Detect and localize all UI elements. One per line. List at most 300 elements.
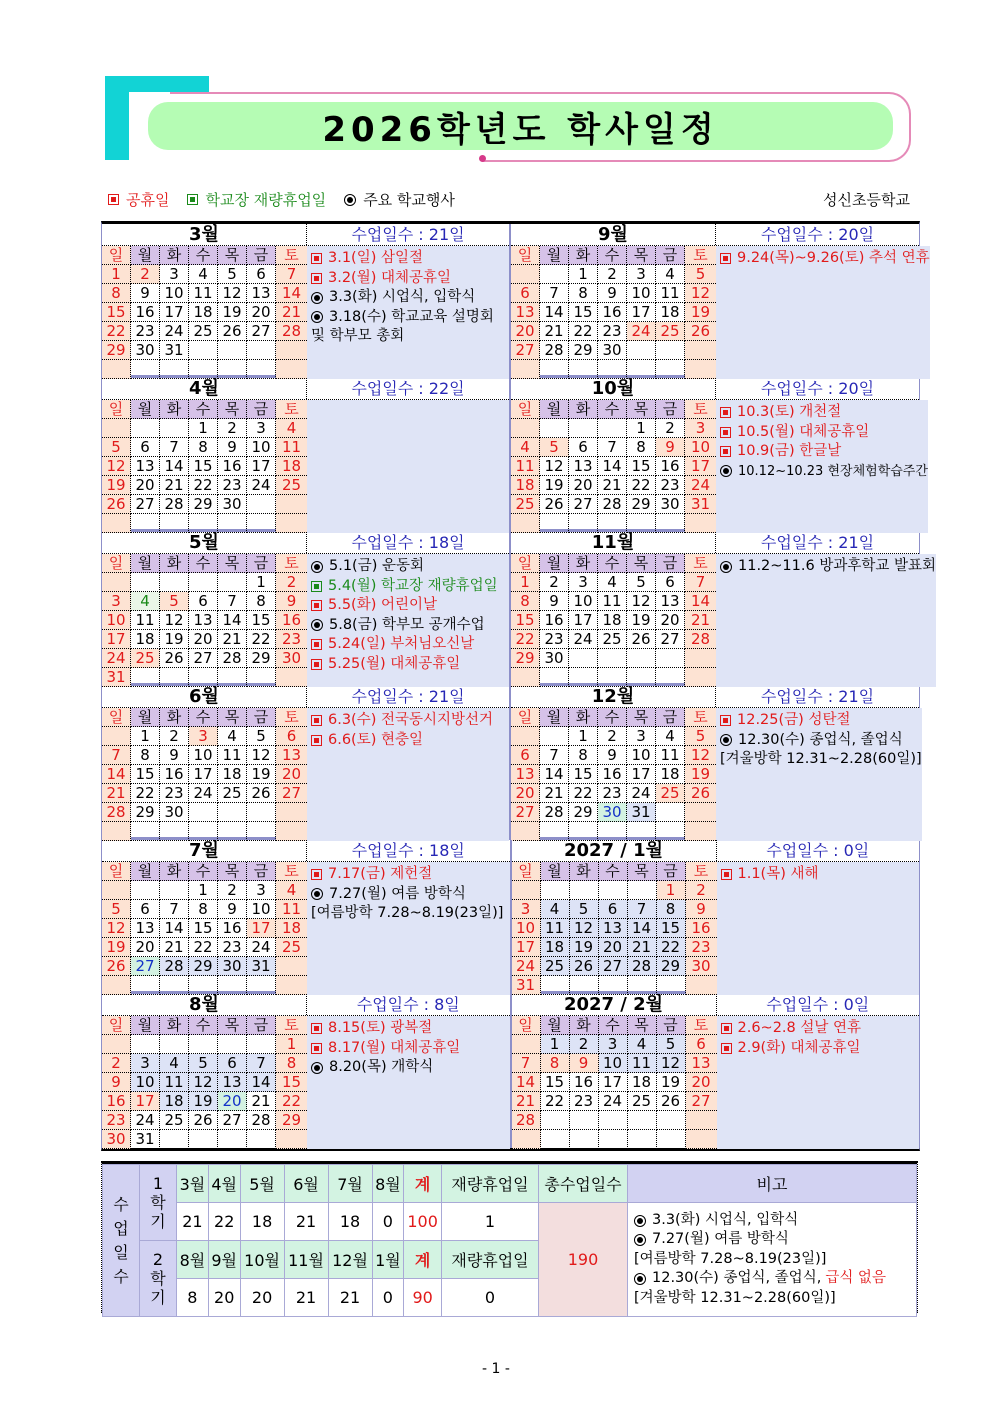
day-cell (218, 822, 247, 841)
day-cell (657, 976, 686, 995)
day-cell (511, 822, 540, 841)
month-block (510, 840, 920, 994)
legend-discretionary: 학교장 재량휴업일 (187, 189, 326, 210)
weekday-header: 목 (627, 400, 656, 419)
day-cell: 21 (160, 476, 189, 495)
event-item: 7.17(금) 제헌절 (311, 865, 510, 885)
day-cell: 29 (276, 1111, 307, 1130)
month-value: 21 (177, 1203, 209, 1241)
day-cell: 30 (686, 957, 717, 976)
day-cell: 3 (512, 900, 541, 919)
day-cell (189, 573, 218, 592)
day-cell: 25 (656, 784, 685, 803)
day-cell (570, 1130, 599, 1149)
day-cell (131, 360, 160, 379)
day-cell: 25 (131, 649, 160, 668)
day-cell: 10 (247, 438, 276, 457)
month-row (102, 224, 930, 378)
month-title: 3월 (102, 224, 307, 245)
red-square-icon (311, 600, 322, 611)
day-cell: 14 (512, 1073, 541, 1092)
day-cell (102, 419, 131, 438)
school-name: 성신초등학교 (823, 191, 910, 209)
day-cell: 31 (160, 341, 189, 360)
day-cell: 8 (541, 1054, 570, 1073)
day-cell: 17 (247, 457, 276, 476)
day-cell: 28 (685, 630, 716, 649)
day-cell (686, 1130, 717, 1149)
event-item: 12.30(수) 종업식, 졸업식 (720, 731, 922, 751)
day-cell: 8 (189, 438, 218, 457)
month-events (307, 400, 509, 533)
school-days-count: 수업일수 : 21일 (760, 533, 875, 552)
weekday-header: 금 (247, 400, 276, 419)
day-cell: 19 (657, 1073, 686, 1092)
red-square-icon (720, 407, 731, 418)
month-calendar (511, 708, 716, 841)
day-cell: 14 (218, 611, 247, 630)
day-cell: 12 (218, 284, 247, 303)
month-value: 21 (328, 1279, 372, 1317)
day-cell: 30 (656, 495, 685, 514)
weekday-header: 화 (160, 400, 189, 419)
day-cell: 8 (276, 1054, 307, 1073)
day-cell: 11 (541, 919, 570, 938)
red-square-icon (721, 1043, 732, 1054)
weekday-header: 토 (276, 400, 307, 419)
month-header: 11월 (284, 1241, 328, 1279)
green-square-icon (187, 194, 198, 205)
day-cell (512, 1035, 541, 1054)
day-cell: 26 (540, 495, 569, 514)
day-cell: 18 (656, 765, 685, 784)
month-block (509, 532, 936, 683)
day-cell: 5 (685, 265, 716, 284)
day-cell: 15 (102, 303, 131, 322)
day-cell: 18 (598, 611, 627, 630)
day-cell (160, 419, 189, 438)
day-cell (160, 1130, 189, 1149)
day-cell: 23 (160, 784, 189, 803)
day-cell (686, 976, 717, 995)
day-cell: 27 (276, 784, 307, 803)
weekday-header: 화 (569, 708, 598, 727)
day-cell: 16 (598, 765, 627, 784)
day-cell (247, 495, 276, 514)
day-cell: 27 (131, 495, 160, 514)
day-cell: 19 (570, 938, 599, 957)
day-cell: 23 (570, 1092, 599, 1111)
day-cell (160, 1035, 189, 1054)
day-cell: 13 (131, 457, 160, 476)
weekday-header: 화 (160, 708, 189, 727)
day-cell: 8 (569, 746, 598, 765)
red-square-icon (311, 715, 322, 726)
day-cell (247, 803, 276, 822)
weekday-header: 수 (598, 554, 627, 573)
day-cell: 23 (686, 938, 717, 957)
day-cell (189, 668, 218, 687)
day-cell: 24 (131, 1111, 160, 1130)
day-cell: 29 (569, 803, 598, 822)
weekday-header: 월 (131, 862, 160, 881)
day-cell: 20 (218, 1092, 247, 1111)
day-cell: 4 (511, 438, 540, 457)
day-cell: 23 (598, 784, 627, 803)
day-cell: 23 (102, 1111, 131, 1130)
day-cell: 7 (160, 438, 189, 457)
day-cell: 12 (540, 457, 569, 476)
day-cell: 16 (218, 457, 247, 476)
day-cell: 11 (276, 900, 307, 919)
day-cell: 2 (540, 573, 569, 592)
day-cell: 20 (569, 476, 598, 495)
bullet-icon (634, 1215, 646, 1227)
day-cell: 18 (276, 457, 307, 476)
day-cell (189, 803, 218, 822)
day-cell: 27 (599, 957, 628, 976)
note-item: 7.27(월) 여름 방학식 (634, 1230, 916, 1250)
day-cell: 13 (276, 746, 307, 765)
day-cell: 19 (102, 476, 131, 495)
day-cell: 14 (598, 457, 627, 476)
day-cell: 13 (189, 611, 218, 630)
month-header (511, 686, 919, 708)
day-cell (570, 1111, 599, 1130)
red-square-icon (311, 253, 322, 264)
month-block (509, 378, 928, 529)
day-cell (131, 881, 160, 900)
day-cell (276, 360, 307, 379)
red-square-icon (720, 715, 731, 726)
day-cell: 29 (102, 341, 131, 360)
day-cell: 7 (102, 746, 131, 765)
month-value: 21 (284, 1279, 328, 1317)
day-cell: 26 (189, 1111, 218, 1130)
month-calendar (102, 708, 307, 841)
day-cell: 17 (599, 1073, 628, 1092)
day-cell: 13 (131, 919, 160, 938)
day-cell (276, 1130, 307, 1149)
day-cell: 30 (218, 495, 247, 514)
day-cell (541, 1111, 570, 1130)
day-cell: 26 (102, 495, 131, 514)
red-square-icon (721, 1023, 732, 1034)
day-cell: 14 (685, 592, 716, 611)
day-cell: 2 (218, 419, 247, 438)
day-cell: 18 (276, 919, 307, 938)
day-cell: 4 (160, 1054, 189, 1073)
day-cell: 28 (540, 341, 569, 360)
month-header (512, 840, 920, 862)
event-item: 10.9(금) 한글날 (720, 442, 928, 462)
month-events (717, 862, 920, 995)
day-cell: 17 (102, 630, 131, 649)
day-cell: 1 (569, 727, 598, 746)
weekday-header: 일 (102, 554, 131, 573)
day-cell: 20 (131, 476, 160, 495)
bullet-icon (720, 465, 732, 477)
day-cell: 8 (511, 592, 540, 611)
weekday-header: 월 (540, 246, 569, 265)
day-cell (131, 976, 160, 995)
day-cell: 24 (102, 649, 131, 668)
event-item: 2.9(화) 대체공휴일 (721, 1039, 920, 1059)
day-cell: 28 (276, 322, 307, 341)
day-cell: 7 (512, 1054, 541, 1073)
day-cell: 10 (569, 592, 598, 611)
month-header (102, 686, 509, 708)
day-cell: 15 (511, 611, 540, 630)
day-cell: 3 (247, 881, 276, 900)
day-cell: 6 (276, 727, 307, 746)
month-block (102, 378, 509, 529)
day-cell: 26 (102, 957, 131, 976)
day-cell: 23 (131, 322, 160, 341)
red-square-icon (311, 1043, 322, 1054)
day-cell: 6 (686, 1035, 717, 1054)
weekday-header: 금 (656, 554, 685, 573)
day-cell: 5 (218, 265, 247, 284)
day-cell (247, 360, 276, 379)
day-cell: 25 (628, 1092, 657, 1111)
month-title: 6월 (102, 686, 307, 707)
day-cell: 14 (102, 765, 131, 784)
weekday-header: 화 (160, 554, 189, 573)
school-days-count: 수업일수 : 18일 (351, 533, 465, 552)
day-cell (218, 803, 247, 822)
weekday-header: 수 (189, 246, 218, 265)
event-item: 6.6(토) 현충일 (311, 731, 509, 751)
semester2-total: 90 (404, 1279, 442, 1317)
day-cell: 18 (189, 303, 218, 322)
day-cell (102, 976, 131, 995)
day-cell (570, 976, 599, 995)
day-cell: 14 (160, 919, 189, 938)
school-days-count: 수업일수 : 22일 (351, 379, 465, 398)
weekday-header: 일 (512, 862, 541, 881)
day-cell: 11 (276, 438, 307, 457)
day-cell: 16 (656, 457, 685, 476)
day-cell: 24 (189, 784, 218, 803)
day-cell: 12 (570, 919, 599, 938)
note-item: 3.3(화) 시업식, 입학식 (634, 1211, 916, 1231)
day-cell: 15 (189, 457, 218, 476)
day-cell: 29 (569, 341, 598, 360)
red-square-icon (311, 659, 322, 670)
day-cell: 25 (541, 957, 570, 976)
day-cell: 15 (276, 1073, 307, 1092)
month-calendar (102, 246, 307, 379)
day-cell (540, 822, 569, 841)
school-days-count: 수업일수 : 21일 (760, 687, 875, 706)
day-cell: 12 (627, 592, 656, 611)
day-cell (276, 957, 307, 976)
day-cell: 10 (627, 284, 656, 303)
day-cell: 18 (160, 1092, 189, 1111)
day-cell (218, 668, 247, 687)
day-cell: 24 (247, 476, 276, 495)
weekday-header: 수 (189, 554, 218, 573)
event-item: 3.1(일) 삼일절 (311, 249, 509, 269)
red-square-icon (311, 735, 322, 746)
month-row (102, 840, 919, 994)
event-item: 3.3(화) 시업식, 입학식 (311, 288, 509, 308)
school-days-count: 수업일수 : 0일 (766, 995, 870, 1014)
day-cell (569, 419, 598, 438)
day-cell: 28 (247, 1111, 276, 1130)
weekday-header: 월 (131, 1016, 160, 1035)
weekday-header: 월 (131, 400, 160, 419)
weekday-header: 금 (656, 708, 685, 727)
day-cell (218, 360, 247, 379)
day-cell: 8 (569, 284, 598, 303)
day-cell: 26 (627, 630, 656, 649)
day-cell: 9 (656, 438, 685, 457)
red-square-icon (311, 1023, 322, 1034)
month-events (307, 554, 509, 687)
month-events (307, 1016, 510, 1149)
month-header: 9월 (208, 1241, 240, 1279)
event-item: 5.4(월) 학교장 재량휴업일 (311, 577, 509, 597)
day-cell: 27 (218, 1111, 247, 1130)
day-cell (131, 419, 160, 438)
weekday-header: 금 (657, 862, 686, 881)
day-cell: 13 (511, 303, 540, 322)
day-cell: 1 (131, 727, 160, 746)
day-cell: 4 (189, 265, 218, 284)
day-cell (685, 341, 716, 360)
day-cell (247, 514, 276, 533)
day-cell: 26 (247, 784, 276, 803)
event-item: 8.17(월) 대체공휴일 (311, 1039, 510, 1059)
month-block (509, 686, 922, 837)
day-cell: 15 (131, 765, 160, 784)
day-cell: 10 (599, 1054, 628, 1073)
day-cell: 31 (247, 957, 276, 976)
bullet-icon (344, 194, 356, 206)
bullet-icon (311, 888, 323, 900)
day-cell: 21 (628, 938, 657, 957)
month-events (716, 554, 936, 687)
day-cell (247, 341, 276, 360)
day-cell: 19 (247, 765, 276, 784)
day-cell: 30 (540, 649, 569, 668)
grand-total-header: 총수업일수 (539, 1165, 628, 1203)
weekday-header: 화 (160, 862, 189, 881)
day-cell: 18 (541, 938, 570, 957)
day-cell: 17 (131, 1092, 160, 1111)
legend-event: 주요 학교행사 (344, 189, 455, 210)
day-cell: 17 (569, 611, 598, 630)
month-title: 5월 (102, 532, 307, 553)
day-cell: 1 (657, 881, 686, 900)
day-cell (628, 1111, 657, 1130)
event-item: 10.12~10.23 현장체험학습주간 (720, 462, 928, 482)
day-cell: 22 (657, 938, 686, 957)
day-cell: 9 (160, 746, 189, 765)
day-cell: 22 (102, 322, 131, 341)
day-cell (685, 649, 716, 668)
day-cell: 2 (102, 1054, 131, 1073)
day-cell: 23 (656, 476, 685, 495)
bullet-icon (720, 561, 732, 573)
day-cell: 6 (218, 1054, 247, 1073)
day-cell (189, 1130, 218, 1149)
month-header (511, 532, 919, 554)
day-cell: 27 (656, 630, 685, 649)
day-cell: 10 (131, 1073, 160, 1092)
day-cell (656, 514, 685, 533)
day-cell: 20 (511, 322, 540, 341)
day-cell: 4 (656, 265, 685, 284)
event-item: 1.1(목) 새해 (721, 865, 920, 885)
weekday-header: 목 (628, 1016, 657, 1035)
day-cell: 5 (570, 900, 599, 919)
day-cell (540, 419, 569, 438)
day-cell: 18 (628, 1073, 657, 1092)
weekday-header: 금 (656, 400, 685, 419)
day-cell: 19 (627, 611, 656, 630)
day-cell: 30 (276, 649, 307, 668)
day-cell (627, 649, 656, 668)
event-item: 5.24(일) 부처님오신날 (311, 635, 509, 655)
day-cell: 8 (189, 900, 218, 919)
day-cell: 5 (247, 727, 276, 746)
weekday-header: 화 (160, 246, 189, 265)
day-cell (189, 341, 218, 360)
day-cell: 16 (276, 611, 307, 630)
weekday-header: 토 (276, 862, 307, 881)
month-events (716, 246, 930, 379)
month-header: 8월 (177, 1241, 209, 1279)
day-cell (628, 1130, 657, 1149)
day-cell: 13 (247, 284, 276, 303)
page-title: 2026학년도 학사일정 (322, 109, 719, 150)
day-cell: 14 (276, 284, 307, 303)
day-cell: 20 (189, 630, 218, 649)
day-cell (218, 341, 247, 360)
bullet-icon (311, 619, 323, 631)
month-header (102, 378, 509, 400)
day-cell: 18 (656, 303, 685, 322)
event-item: 3.18(수) 학교교육 설명회 (311, 308, 509, 328)
month-value: 18 (328, 1203, 372, 1241)
day-cell: 16 (218, 919, 247, 938)
day-cell: 9 (218, 438, 247, 457)
day-cell: 25 (189, 322, 218, 341)
day-cell: 21 (598, 476, 627, 495)
weekday-header: 화 (569, 246, 598, 265)
day-cell: 15 (627, 457, 656, 476)
weekday-header: 일 (511, 708, 540, 727)
day-cell: 28 (218, 649, 247, 668)
day-cell: 31 (627, 803, 656, 822)
day-cell: 30 (102, 1130, 131, 1149)
day-cell: 1 (511, 573, 540, 592)
event-item: 2.6~2.8 설날 연휴 (721, 1019, 920, 1039)
day-cell (131, 1035, 160, 1054)
weekday-header: 토 (276, 1016, 307, 1035)
day-cell: 26 (218, 322, 247, 341)
day-cell: 7 (598, 438, 627, 457)
day-cell: 26 (570, 957, 599, 976)
day-cell: 10 (685, 438, 716, 457)
day-cell: 15 (657, 919, 686, 938)
weekday-header: 수 (598, 246, 627, 265)
day-cell: 26 (685, 784, 716, 803)
day-cell: 28 (160, 495, 189, 514)
